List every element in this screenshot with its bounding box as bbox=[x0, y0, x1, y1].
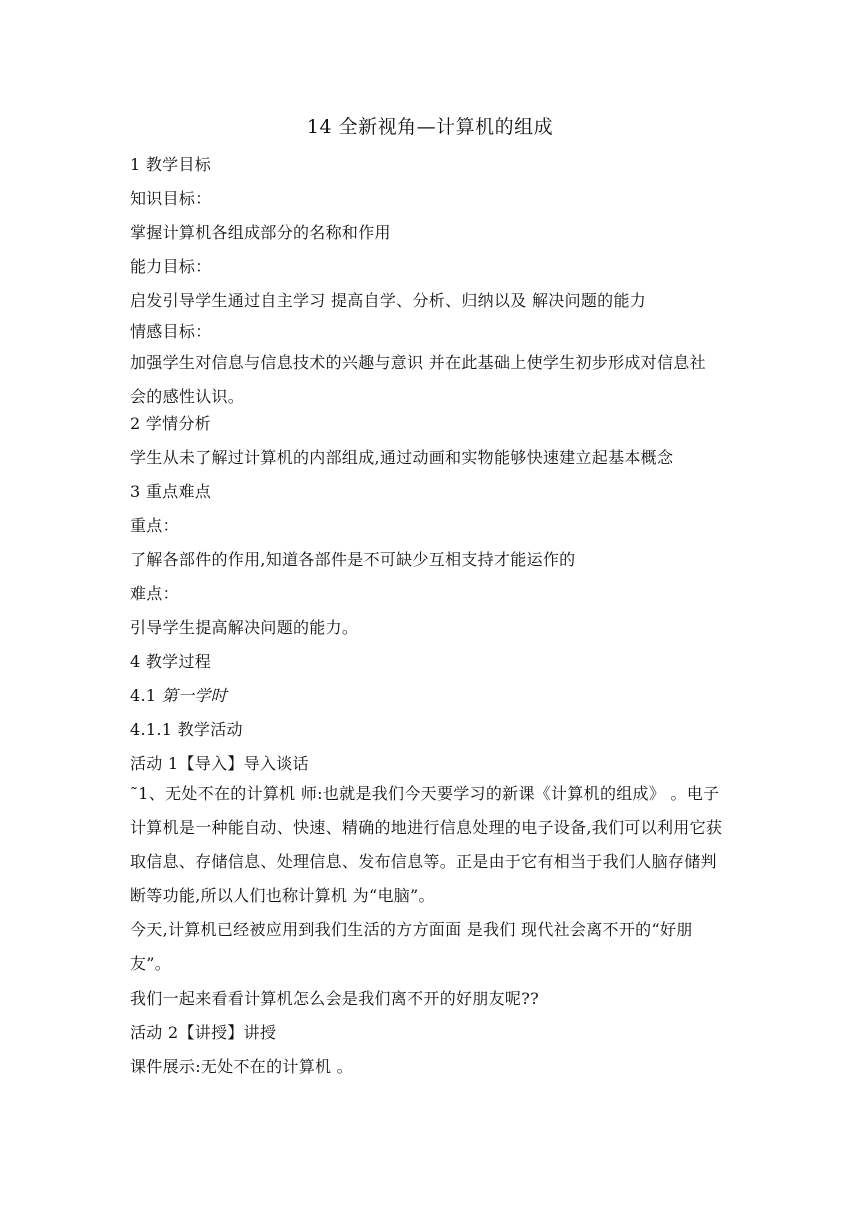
paragraph: 掌握计算机各组成部分的名称和作用 bbox=[130, 223, 391, 242]
paragraph: 了解各部件的作用,知道各部件是不可缺少互相支持才能运作的 bbox=[130, 550, 576, 569]
subsection-heading-lesson bbox=[130, 686, 730, 720]
label-key-point: 重点： bbox=[130, 516, 179, 535]
paragraph: 学生从未了解过计算机的内部组成,通过动画和实物能够快速建立起基本概念 bbox=[130, 448, 674, 467]
paragraph: 启发引导学生通过自主学习 提高自学、分析、归纳以及 解决问题的能力 bbox=[130, 291, 647, 310]
section-heading-key-points: 3 重点难点 bbox=[130, 482, 212, 501]
section-heading-analysis: 2 学情分析 bbox=[130, 414, 212, 433]
subsection-number: 4.1 bbox=[130, 686, 162, 705]
label-emotion-goal: 情感目标： bbox=[130, 322, 212, 341]
activity-heading: 活动 1【导入】导入谈话 bbox=[130, 754, 309, 773]
paragraph: ˜1、无处不在的计算机 师:也就是我们今天要学习的新课《计算机的组成》 。电子计算机是一种能自动、快速、精确的地进行信息处理的电子设备,我们可以利用它获取信息、存储信息、处理信息、发布信息等。正是由于它有相当于我们人脑存储判断等功能,所以人们也称计算机 为“电脑”。 bbox=[130, 784, 723, 905]
paragraph: 加强学生对信息与信息技术的兴趣与意识 并在此基础上使学生初步形成对信息社会的感性认识。 bbox=[130, 353, 706, 406]
label-knowledge-goal: 知识目标： bbox=[130, 189, 212, 208]
section-heading-process: 4 教学过程 bbox=[130, 652, 212, 671]
paragraph: 引导学生提高解决问题的能力。 bbox=[130, 618, 359, 637]
label-ability-goal: 能力目标： bbox=[130, 257, 212, 276]
paragraph: 我们一起来看看计算机怎么会是我们离不开的好朋友呢?? bbox=[130, 989, 539, 1008]
subsubsection-heading: 4.1.1 教学活动 bbox=[130, 720, 243, 739]
document-title: 14 全新视角—计算机的组成 bbox=[306, 116, 554, 138]
subsection-title: 第一学时 bbox=[161, 686, 227, 705]
paragraph: 课件展示:无处不在的计算机 。 bbox=[130, 1057, 353, 1076]
paragraph: 今天,计算机已经被应用到我们生活的方方面面 是我们 现代社会离不开的“好朋 友”。 bbox=[130, 920, 693, 973]
activity-heading: 活动 2【讲授】讲授 bbox=[130, 1023, 277, 1042]
document-body bbox=[130, 155, 730, 1091]
section-heading-objectives: 1 教学目标 bbox=[130, 155, 212, 174]
label-difficulty: 难点： bbox=[130, 584, 179, 603]
